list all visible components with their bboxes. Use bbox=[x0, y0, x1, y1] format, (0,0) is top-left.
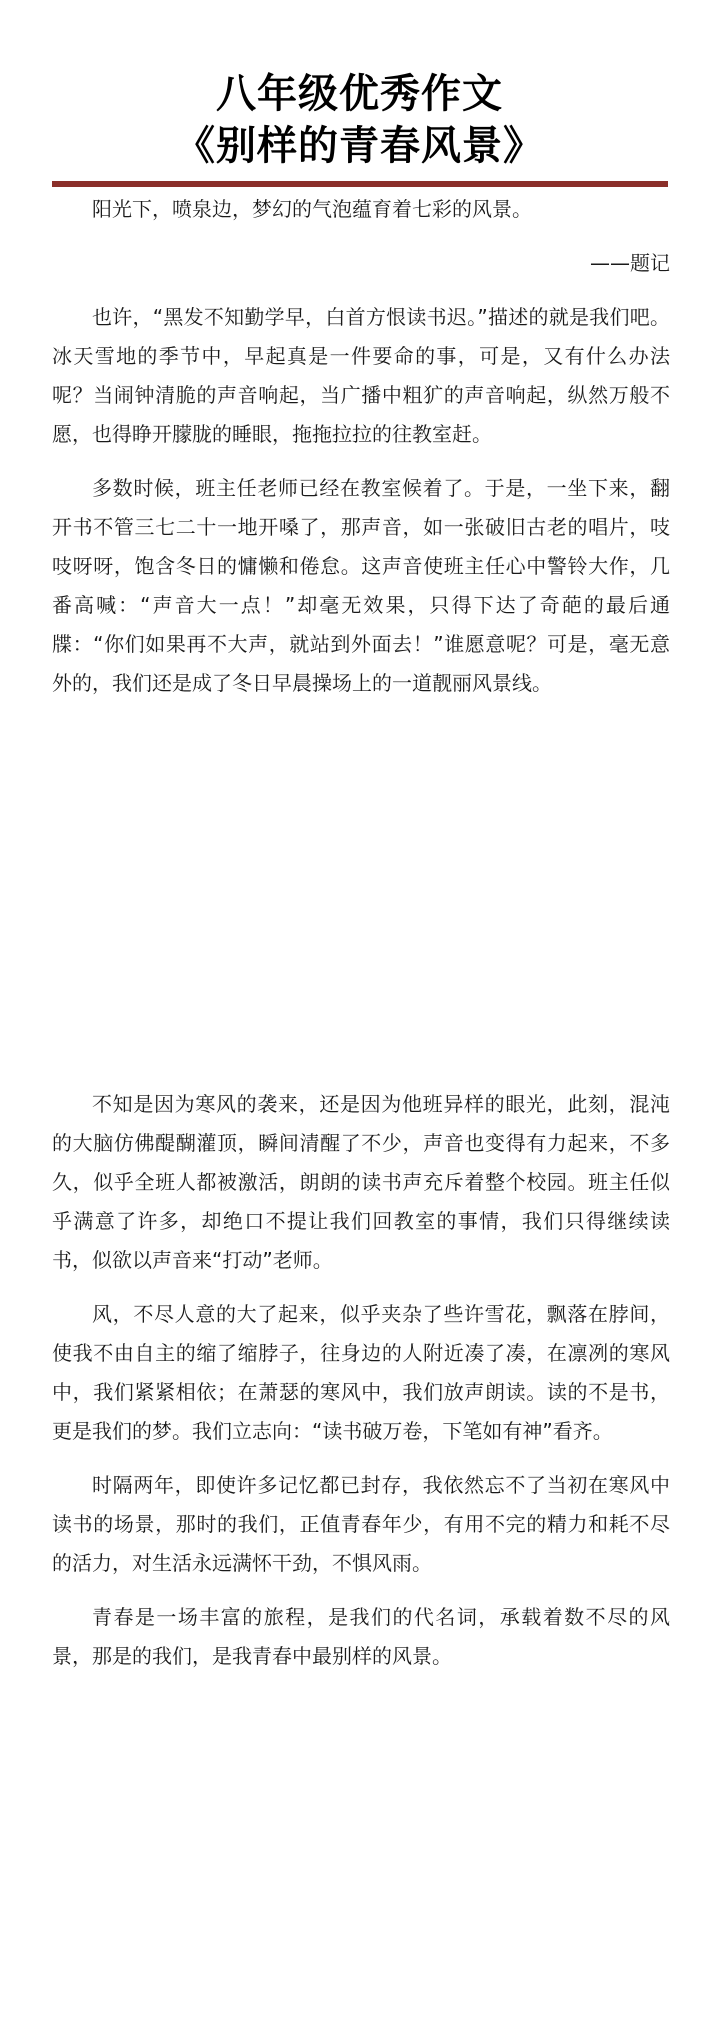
epigraph-signature: ——题记 bbox=[590, 251, 670, 275]
article-title-grade: 八年级优秀作文 bbox=[216, 71, 503, 117]
article-body-bottom bbox=[52, 1085, 670, 1691]
title-divider bbox=[52, 181, 668, 187]
article-body-top bbox=[52, 190, 670, 718]
paragraph-5: 时隔两年，即使许多记忆都已封存，我依然忘不了当初在寒风中读书的场景，那时的我们，正值青春年少，有用不完的精力和耗不尽的活力，对生活永远满怀干劲，不惧风雨。 bbox=[52, 1473, 670, 1575]
article-title-name: 《别样的青春风景》 bbox=[175, 123, 544, 169]
paragraph-4: 风，不尽人意的大了起来，似乎夹杂了些许雪花，飘落在脖间，使我不由自主的缩了缩脖子，往身边的人附近凑了凑，在凛冽的寒风中，我们紧紧相依；在萧瑟的寒风中，我们放声朗读。读的不是书，更是我们的梦。我们立志向：“读书破万卷，下笔如有神”看齐。 bbox=[52, 1302, 670, 1443]
paragraph-2: 多数时候，班主任老师已经在教室候着了。于是，一坐下来，翻开书不管三七二十一地开嗓了，那声音，如一张破旧古老的唱片，吱吱呀呀，饱含冬日的慵懒和倦怠。这声音使班主任心中警铃大作，几番高喊：“声音大一点！”却毫无效果，只得下达了奇葩的最后通牒：“你们如果再不大声，就站到外面去！”谁愿意呢？可是，毫无意外的，我们还是成了冬日早晨操场上的一道靓丽风景线。 bbox=[52, 476, 670, 695]
paragraph-1: 也许，“黑发不知勤学早，白首方恨读书迟。”描述的就是我们吧。冰天雪地的季节中，早起真是一件要命的事，可是，又有什么办法呢？当闹钟清脆的声音响起，当广播中粗犷的声音响起，纵然万般不愿，也得睁开朦胧的睡眼，拖拖拉拉的往教室赶。 bbox=[52, 305, 670, 446]
paragraph-3: 不知是因为寒风的袭来，还是因为他班异样的眼光，此刻，混沌的大脑仿佛醍醐灌顶，瞬间清醒了不少，声音也变得有力起来，不多久，似乎全班人都被激活，朗朗的读书声充斥着整个校园。班主任似乎满意了许多，却绝口不提让我们回教室的事情，我们只得继续读书，似欲以声音来“打动”老师。 bbox=[52, 1092, 670, 1272]
paragraph-6: 青春是一场丰富的旅程，是我们的代名词，承载着数不尽的风景，那是的我们，是我青春中最别样的风景。 bbox=[52, 1605, 670, 1668]
epigraph: 阳光下，喷泉边，梦幻的气泡蕴育着七彩的风景。 bbox=[92, 197, 532, 221]
